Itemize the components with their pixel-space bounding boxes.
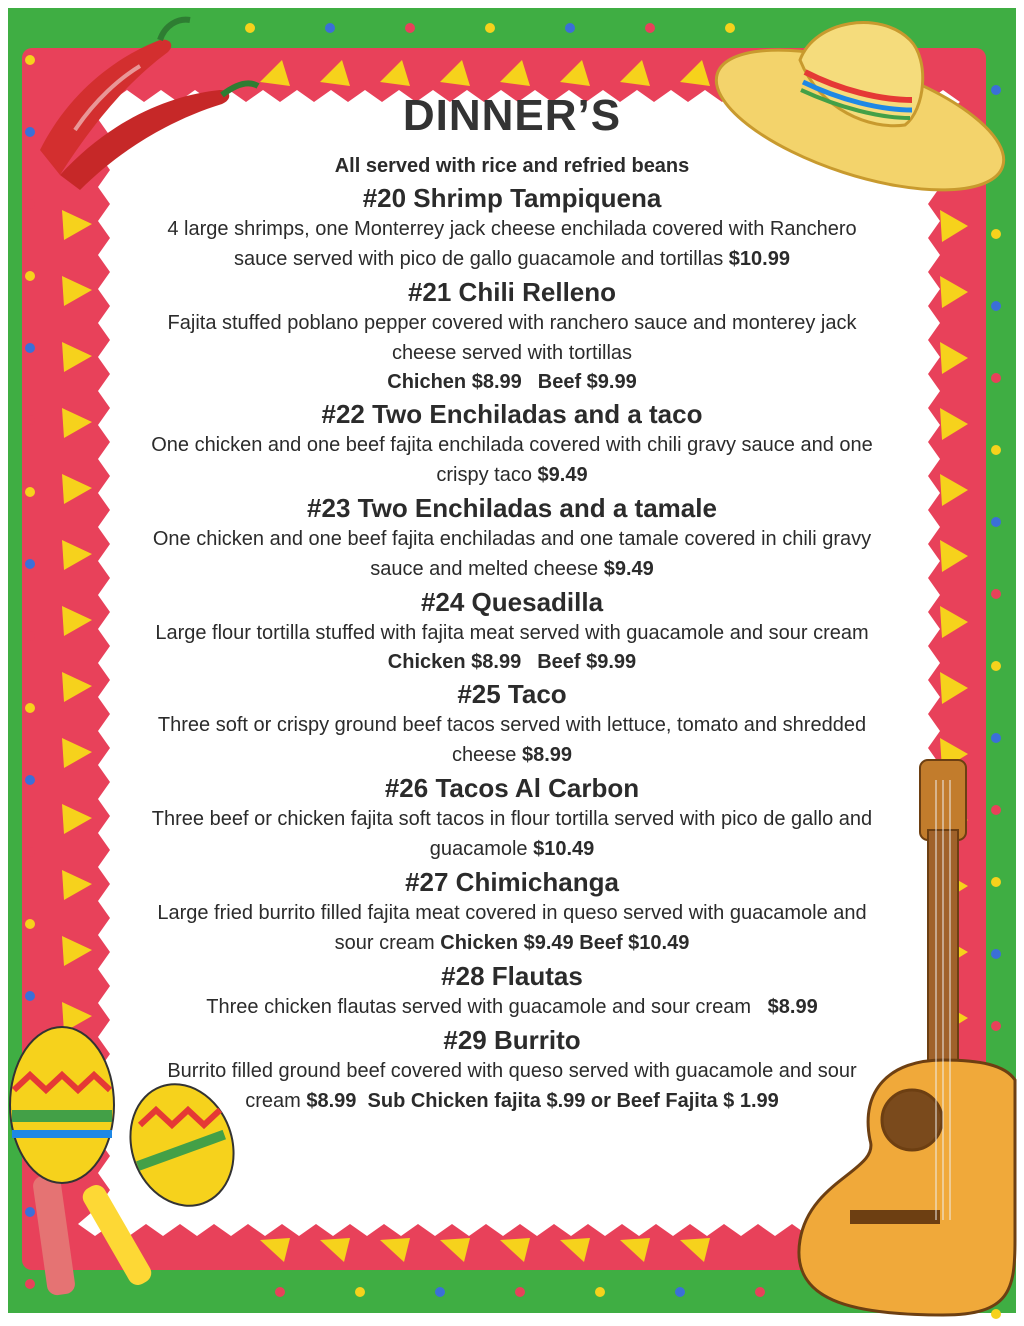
menu-item xyxy=(88,960,936,1022)
item-price: Beef $10.49 xyxy=(579,932,690,954)
menu-item xyxy=(88,866,936,958)
item-description-text: cream xyxy=(245,1090,301,1112)
item-price: $10.99 xyxy=(728,248,790,270)
item-description: Large flour tortilla stuffed with fajita meat served with guacamole and sour cream xyxy=(155,622,869,644)
item-description-text: crispy taco xyxy=(436,464,532,486)
item-description xyxy=(88,554,936,584)
item-price-extra: Sub Chicken fajita $.99 or Beef Fajita $ 1.99 xyxy=(367,1090,779,1112)
item-description: cheese served with tortillas xyxy=(391,342,633,364)
item-price-line xyxy=(88,648,936,676)
item-description-text: Three chicken flautas served with guacamole and sour cream xyxy=(206,996,751,1018)
item-description: Large fried burrito filled fajita meat covered in queso served with guacamole and xyxy=(157,902,867,924)
item-name: #28 Flautas xyxy=(441,961,583,991)
menu-item xyxy=(88,182,936,274)
menu-item xyxy=(88,586,936,676)
item-name: #21 Chili Relleno xyxy=(407,277,617,307)
menu-item xyxy=(88,772,936,864)
item-price: $10.49 xyxy=(533,838,595,860)
item-price: $9.49 xyxy=(603,558,654,580)
item-description xyxy=(88,1086,936,1116)
menu-content xyxy=(88,88,936,1116)
item-name: #27 Chimichanga xyxy=(405,867,619,897)
menu-item xyxy=(88,678,936,770)
menu-item xyxy=(88,398,936,490)
item-description xyxy=(88,244,936,274)
item-description-text: cheese xyxy=(451,744,517,766)
item-name: #29 Burrito xyxy=(443,1025,581,1055)
menu-item xyxy=(88,1024,936,1116)
menu-item xyxy=(88,492,936,584)
item-price: Chicken $8.99 xyxy=(387,651,522,673)
item-name: #25 Taco xyxy=(457,679,567,709)
item-name: #23 Two Enchiladas and a tamale xyxy=(307,493,717,523)
item-description: Burrito filled ground beef covered with queso served with guacamole and sour xyxy=(167,1060,857,1082)
item-description xyxy=(88,992,936,1022)
item-description: One chicken and one beef fajita enchiladas and one tamale covered in chili gravy xyxy=(152,528,872,550)
item-description: Three soft or crispy ground beef tacos served with lettuce, tomato and shredded xyxy=(157,714,867,736)
item-description-text: guacamole xyxy=(429,838,528,860)
item-description xyxy=(88,740,936,770)
item-description-text: sauce served with pico de gallo guacamole and tortillas xyxy=(234,248,724,270)
item-description xyxy=(88,834,936,864)
item-price: Beef $9.99 xyxy=(537,651,637,673)
item-description: 4 large shrimps, one Monterrey jack cheese enchilada covered with Ranchero xyxy=(167,218,857,240)
item-description xyxy=(88,928,936,958)
menu-title: DINNER’S xyxy=(402,91,622,140)
item-price: $9.49 xyxy=(537,464,588,486)
item-name: #22 Two Enchiladas and a taco xyxy=(321,399,703,429)
item-description xyxy=(88,460,936,490)
item-description-text: sauce and melted cheese xyxy=(370,558,599,580)
item-price-line xyxy=(88,368,936,396)
menu-item xyxy=(88,276,936,396)
item-description: Three beef or chicken fajita soft tacos in flour tortilla served with pico de gallo and xyxy=(151,808,873,830)
item-name: #24 Quesadilla xyxy=(420,587,604,617)
item-description-text: sour cream xyxy=(334,932,435,954)
item-price: $8.99 xyxy=(522,744,573,766)
item-price: Beef $9.99 xyxy=(537,371,637,393)
item-name: #20 Shrimp Tampiquena xyxy=(362,183,662,213)
menu-subtitle: All served with rice and refried beans xyxy=(334,155,690,177)
item-description: Fajita stuffed poblano pepper covered with ranchero sauce and monterey jack xyxy=(167,312,857,334)
item-description: One chicken and one beef fajita enchilada covered with chili gravy sauce and one xyxy=(151,434,873,456)
item-price: Chichen $8.99 xyxy=(387,371,522,393)
item-price: Chicken $9.49 xyxy=(440,932,574,954)
item-name: #26 Tacos Al Carbon xyxy=(384,773,640,803)
item-price: $8.99 xyxy=(767,996,818,1018)
item-price: $8.99 xyxy=(306,1090,357,1112)
